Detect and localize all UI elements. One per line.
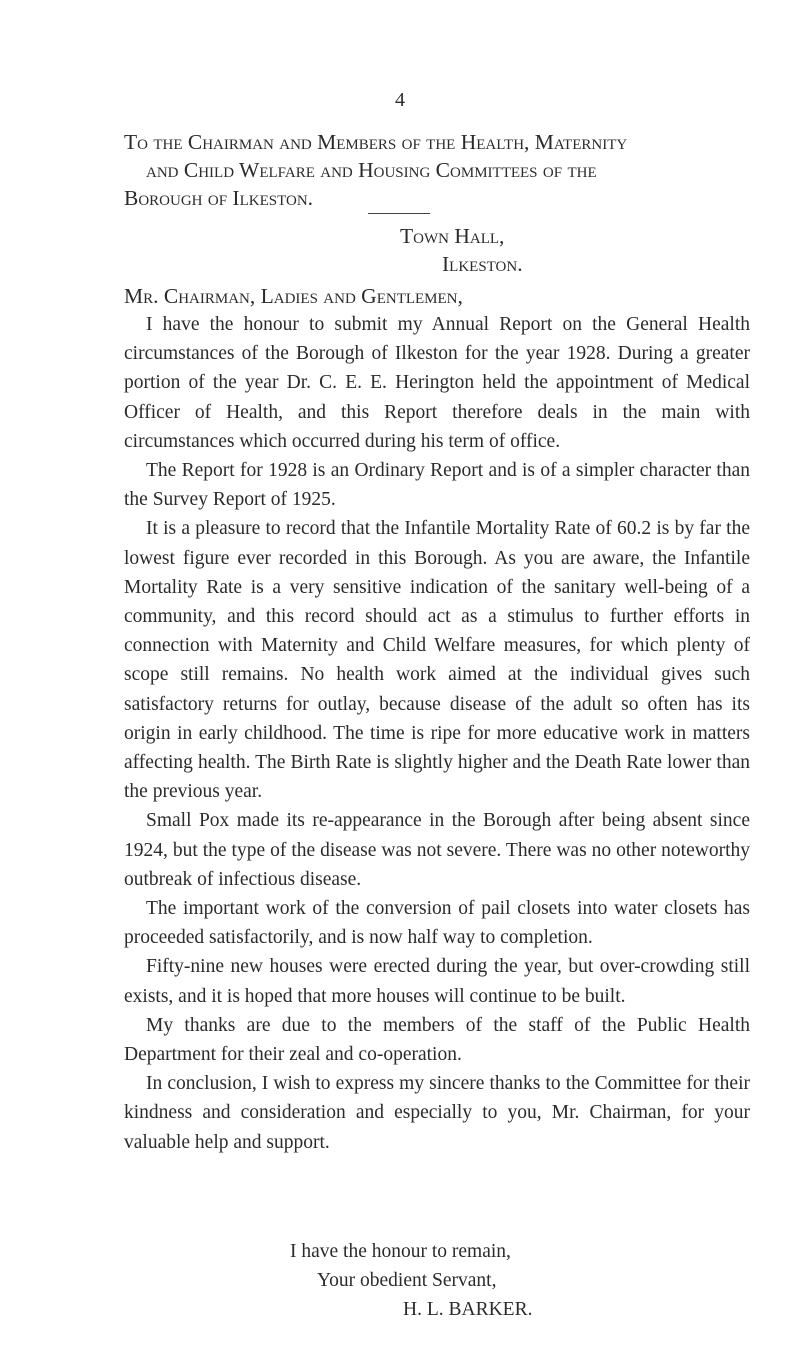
signature: H. L. BARKER.: [403, 1299, 533, 1321]
paragraph: I have the honour to submit my Annual Report on the General Health circumstances of the Borough of Ilkeston for the year 1928. During a greater portion of the year Dr. C. E. E. Herington held the appointment of Medical Officer of Health, and this Report therefore deals in the main with circumstances which occurred during his term of office.: [124, 314, 750, 452]
salutation: Mr. Chairman, Ladies and Gentlemen,: [124, 284, 463, 308]
closing-line-2: Your obedient Servant,: [317, 1270, 497, 1292]
divider-rule: [368, 213, 430, 214]
paragraph: Small Pox made its re-appearance in the Borough after being absent since 1924, but the type of the disease was not severe. There was no other noteworthy outbreak of infectious disease.: [124, 810, 750, 890]
address-line-1: To the Chairman and Members of the Health, Maternity: [124, 130, 628, 154]
address-line-3: Borough of Ilkeston.: [124, 186, 314, 210]
location-line-1: Town Hall,: [400, 224, 505, 248]
sender-location: [400, 222, 523, 278]
closing-line-1: I have the honour to remain,: [290, 1241, 511, 1262]
page-number: 4: [395, 89, 405, 111]
paragraph: It is a pleasure to record that the Infantile Mortality Rate of 60.2 is by far the lowest figure ever recorded in this Borough. As you are aware, the Infantile Mortality Rate is a very sensitive indication of the sanitary well-being of a community, and this record should act as a stimulus to further efforts in connection with Maternity and Child Welfare measures, for which plenty of scope still remains. No health work aimed at the individual gives such satisfactory returns for outlay, because disease of the adult so often has its origin in early childhood. The time is ripe for more educative work in matters affecting health. The Birth Rate is slightly higher and the Death Rate lower than the previous year.: [124, 518, 750, 803]
paragraph: In conclusion, I wish to express my sincere thanks to the Committee for their kindness and consideration and especially to you, Mr. Chairman, for your valuable help and support.: [124, 1073, 750, 1153]
report-body: [124, 310, 750, 1157]
paragraph: Fifty-nine new houses were erected during the year, but over-crowding still exists, and it is hoped that more houses will continue to be built.: [124, 956, 750, 1007]
address-line-2: and Child Welfare and Housing Committees of the: [146, 158, 597, 182]
paragraph: The Report for 1928 is an Ordinary Report and is of a simpler character than the Survey Report of 1925.: [124, 460, 750, 511]
address-heading: [124, 128, 784, 212]
letter-closing: [290, 1237, 532, 1325]
location-line-2: Ilkeston.: [442, 252, 523, 276]
paragraph: The important work of the conversion of pail closets into water closets has proceeded satisfactorily, and is now half way to completion.: [124, 898, 750, 949]
paragraph: My thanks are due to the members of the staff of the Public Health Department for their zeal and co-operation.: [124, 1014, 750, 1066]
